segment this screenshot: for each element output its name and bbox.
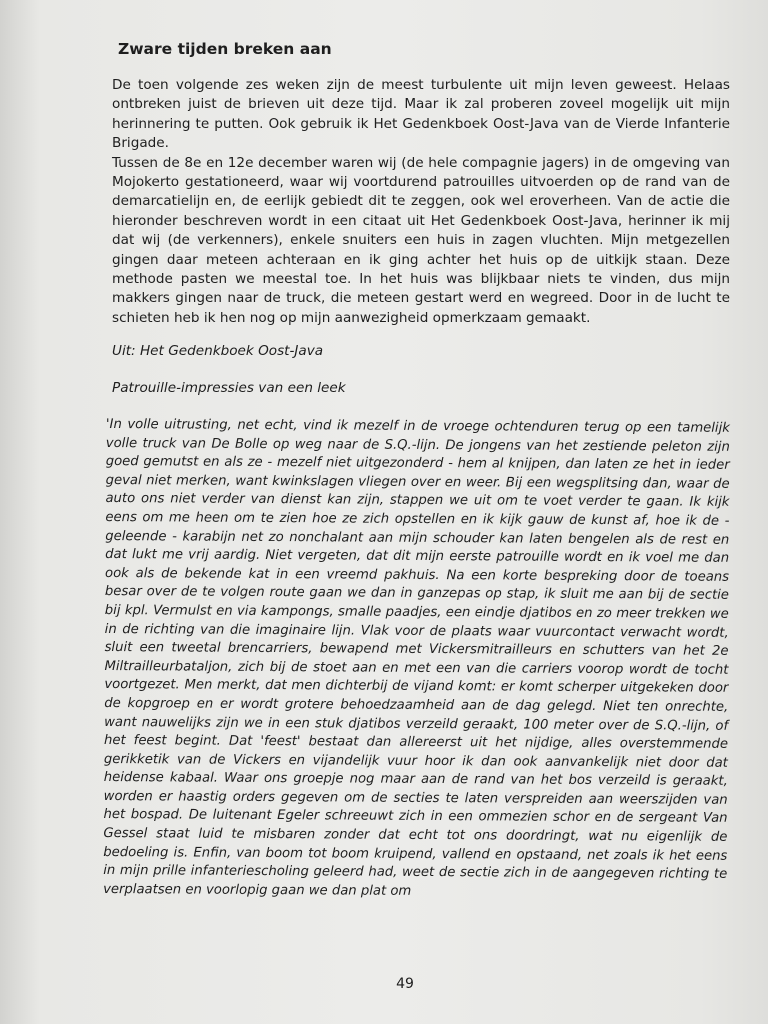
source-label: Uit: Het Gedenkboek Oost-Java xyxy=(112,343,324,360)
body-paragraph-2: Tussen de 8e en 12e december waren wij (de hele compagnie jagers) in de omgeving van Mojokerto gestationeerd, waar wij voortdurend patrouilles uitvoerden op de rand van de demarcatielijn en, de eerlijk gebiedt dit te zeggen, ook wel eroverheen. Van de actie die hieronder beschreven wordt in een citaat uit Het Gedenkboek Oost-Java, herinner ik mij dat wij (de verkenners), enkele snuiters een huis in zagen vluchten. Mijn metgezellen gingen daar meteen achteraan en ik ging achter het huis op de uitkijk staan. Deze methode pasten we meestal toe. In het huis was blijkbaar niets te vinden, dus mijn makkers gingen naar de truck, die meteen gestart werd en wegreed. Door in de lucht te schieten heb ik hen nog op mijn aanwezigheid opmerkzaam gemaakt. xyxy=(112,154,730,326)
body-paragraph-1: De toen volgende zes weken zijn de meest turbulente uit mijn leven geweest. Helaas ontbreken juist de brieven uit deze tijd. Maar ik zal proberen zoveel mogelijk uit mijn herinnering te putten. Ook gebruik ik Het Gedenkboek Oost-Java van de Vierde Infanterie Brigade. xyxy=(112,77,730,152)
quoted-passage: 'In volle uitrusting, net echt, vind ik mezelf in de vroege ochtenduren terug op een tamelijk volle truck van De Bolle op weg naar de S.Q.-lijn. De jongens van het zestiende peleton zijn goed gemutst en als ze - mezelf niet uitgezonderd - hem al knijpen, dan laten ze het in ieder geval niet merken, want kwinkslagen vliegen over en weer. Bij een wegsplitsing dan, waar de auto ons niet verder van dienst kan zijn, stappen we uit om te voet verder te gaan. Ik kijk eens om me heen om te zien hoe ze zich opstellen en ik kijk gauw de kunst af, hoe ik de - geleende - karabijn net zo nonchalant aan mijn schouder kan laten bengelen als de rest en dat lukt me vrij aardig. Niet vergeten, dat dit mijn eerste patrouille wordt en ik voel me dan ook als de bekende kat in een vreemd pakhuis. Na een korte bespreking door de toeans besar over de te volgen route gaan we dan in ganzepas op stap, ik sluit me aan bij de sectie bij kpl. Vermulst en via kampongs, smalle paadjes, een eindje djatibos en zo meer trekken we in de richting van die imaginaire lijn. Vlak voor de plaats waar vuurcontact verwacht wordt, sluit een tweetal brencarriers, bewapend met Vickersmitrailleurs en schutters van het 2e Miltrailleurbataljon, zich bij de stoet aan en met een van die carriers voorop wordt de tocht voortgezet. Men merkt, dat men dichterbij de vijand komt: er komt scherper uitgekeken door de kopgroep en er wordt grotere behoedzaamheid aan de dag gelegd. Niet ten onrechte, want nauwelijks zijn we in een stuk djatibos verzeild geraakt, 100 meter over de S.Q.-lijn, of het feest begint. Dat 'feest' bestaat dan allereerst uit het nijdige, alles overstemmende gerikketik van de Vickers en vijandelijk vuur hoor ik dan ook aanvankelijk niet door dat heidense kabaal. Waar ons groepje nog maar aan de rand van het bos verzeild is geraakt, worden er haastig orders gegeven om de secties te laten verspreiden aan weerszijden van het bospad. De luitenant Egeler schreeuwt zich in een ommezien schor en de sergeant Van Gessel staat luid te misbaren zonder dat echt tot ons doordringt, wat nu eigenlijk de bedoeling is. Enfin, van boom tot boom kruipend, vallend en opstaand, net zoals ik het eens in mijn prille infanteriescholing geleerd had, weet de sectie zich in de aangegeven richting te verplaatsen en voorlopig gaan we dan plat om xyxy=(103,417,730,899)
page-number: 49 xyxy=(396,976,414,992)
quote-title: Patrouille-impressies van een leek xyxy=(112,379,346,396)
page-content xyxy=(103,40,730,900)
section-heading: Zware tijden breken aan xyxy=(118,40,332,58)
